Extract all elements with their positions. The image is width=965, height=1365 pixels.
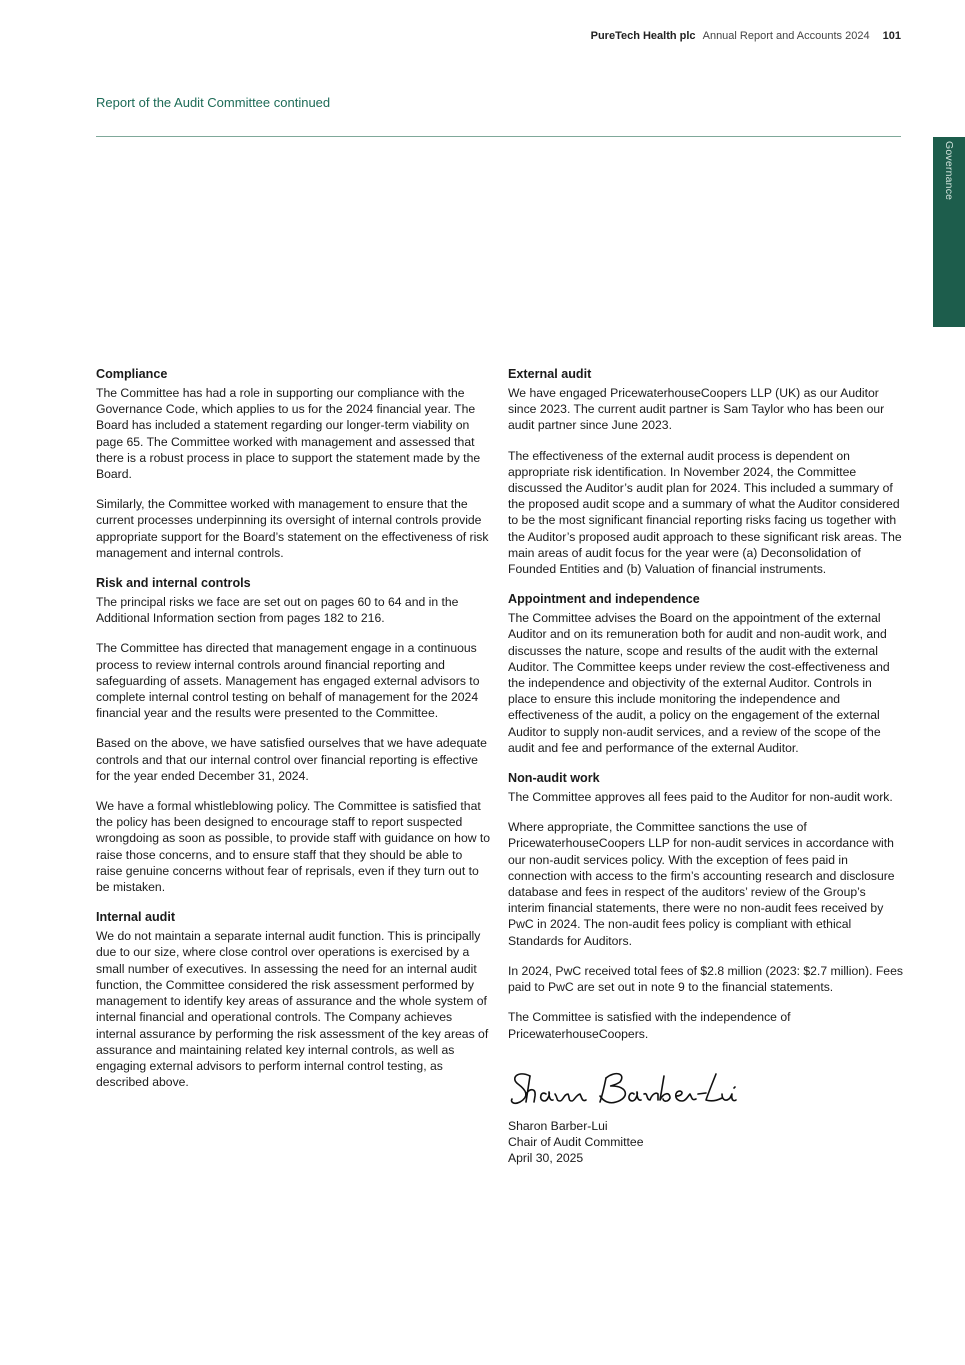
external-audit-paragraph-2: The effectiveness of the external audit process is dependent on appropriate risk identification. In November 2024, the Committee discussed the Auditor’s audit plan for 2024. This included a summary of the proposed audit scope and a summary of what the Auditor considered to be the most significant financial reporting risks facing us together with the Auditor’s proposed audit approach to these significant risk areas. The main areas of audit focus for the year were (a) Deconsolidation of Founded Entities and (b) Valuation of financial instruments.	[508, 448, 902, 577]
compliance-section	[96, 366, 491, 561]
external-audit-heading: External audit	[508, 367, 592, 381]
governance-side-tab	[933, 137, 965, 327]
right-column	[508, 366, 903, 1166]
signer-title: Chair of Audit Committee	[508, 1134, 644, 1149]
risk-paragraph-3: Based on the above, we have satisfied ourselves that we have adequate controls and that our internal control over financial reporting is effective for the year ended December 31, 2024.	[96, 736, 487, 783]
signoff	[508, 1064, 903, 1167]
handwritten-signature	[508, 1064, 738, 1112]
compliance-paragraph-1: The Committee has had a role in supporting our compliance with the Governance Code, which applies to us for the 2024 financial year. The Board has included a statement regarding our longer-term viability on page 65. The Committee worked with management and assessed that there is a robust process in place to support the statement made by the Board.	[96, 386, 481, 482]
internal-audit-section	[96, 909, 491, 1090]
risk-paragraph-2: The Committee has directed that management engage in a continuous process to review internal controls around financial reporting and safeguarding of assets. Management has engaged external advisors to complete internal control testing on behalf of management for the 2024 financial year and the results were presented to the Committee.	[96, 641, 480, 721]
side-tab-label: Governance	[943, 141, 955, 201]
risk-paragraph-1: The principal risks we face are set out on pages 60 to 64 and in the Additional Information section from pages 182 to 216.	[96, 595, 459, 626]
signer-details	[508, 1118, 903, 1167]
internal-audit-paragraph-1: We do not maintain a separate internal audit function. This is principally due to our size, where close control over operations is exercised by a small number of executives. In assessing the need for an internal audit function, the Committee considered the risk assessment performed by management to identify key areas of assurance and the whole system of internal financial and operational controls. The Company achieves internal assurance by performing the risk assessment of the key areas of assurance and maintaining related key internal controls, as well as engaging external advisors to perform internal control testing, as described above.	[96, 929, 489, 1090]
non-audit-paragraph-3: In 2024, PwC received total fees of $2.8 million (2023: $2.7 million). Fees paid to PwC are set out in note 9 to the financial statements.	[508, 963, 903, 995]
internal-audit-heading: Internal audit	[96, 910, 176, 925]
non-audit-paragraph-2: Where appropriate, the Committee sanctions the use of PricewaterhouseCoopers LLP for non-audit services in accordance with our non-audit services policy. With the exception of fees paid in connection with access to the firm’s accounting research and disclosure database and fees in respect of the auditors’ review of the Group’s interim financial statements, there were no non-audit fees received by PwC in 2024. The non-audit fees policy is compliant with ethical Standards for Auditors.	[508, 820, 895, 948]
external-audit-section	[508, 366, 903, 577]
page-number: 101	[882, 30, 901, 42]
report-title: Annual Report and Accounts 2024	[702, 30, 870, 42]
appointment-section	[508, 591, 903, 756]
header-divider	[96, 136, 901, 137]
external-audit-paragraph-1: We have engaged PricewaterhouseCoopers LLP (UK) as our Auditor since 2023. The current audit partner is Sam Taylor who has been our audit partner since June 2023.	[508, 386, 885, 433]
non-audit-heading: Non-audit work	[508, 771, 600, 786]
risk-section	[96, 575, 491, 895]
signer-name: Sharon Barber-Lui	[508, 1118, 608, 1133]
signoff-date: April 30, 2025	[508, 1151, 584, 1166]
section-title: Report of the Audit Committee continued	[96, 95, 331, 110]
left-column	[96, 366, 491, 1104]
compliance-paragraph-2: Similarly, the Committee worked with management to ensure that the current processes underpinning its oversight of internal controls provide appropriate support for the Board’s statement on the effectiveness of risk management and internal controls.	[96, 497, 489, 560]
non-audit-section	[508, 770, 903, 1042]
non-audit-paragraph-4: The Committee is satisfied with the independence of PricewaterhouseCoopers.	[508, 1010, 791, 1041]
risk-paragraph-4: We have a formal whistleblowing policy. The Committee is satisfied that the policy has been designed to encourage staff to report suspected wrongdoing as soon as possible, to provide staff with guidance on how to raise those concerns, and to ensure staff that they should be able to raise genuine concerns without fear of reprisals, even if they turn out to be mistaken.	[96, 799, 491, 895]
company-name: PureTech Health plc	[590, 30, 696, 42]
appointment-heading: Appointment and independence	[508, 592, 700, 607]
non-audit-paragraph-1: The Committee approves all fees paid to the Auditor for non-audit work.	[508, 790, 893, 805]
running-header	[591, 30, 901, 42]
compliance-heading: Compliance	[96, 367, 168, 381]
appointment-paragraph-1: The Committee advises the Board on the appointment of the external Auditor and on its remuneration both for audit and non-audit work, and discusses the nature, scope and results of the audit with the external Auditor. The Committee keeps under review the cost-effectiveness and the independence and objectivity of the external Auditor. Controls in place to ensure this include monitoring the independence and effectiveness of the audit, a policy on the engagement of the external Auditor to supply non-audit services, and a review of the scope of the audit and fee and performance of the external Auditor.	[508, 611, 890, 755]
risk-heading: Risk and internal controls	[96, 576, 251, 591]
